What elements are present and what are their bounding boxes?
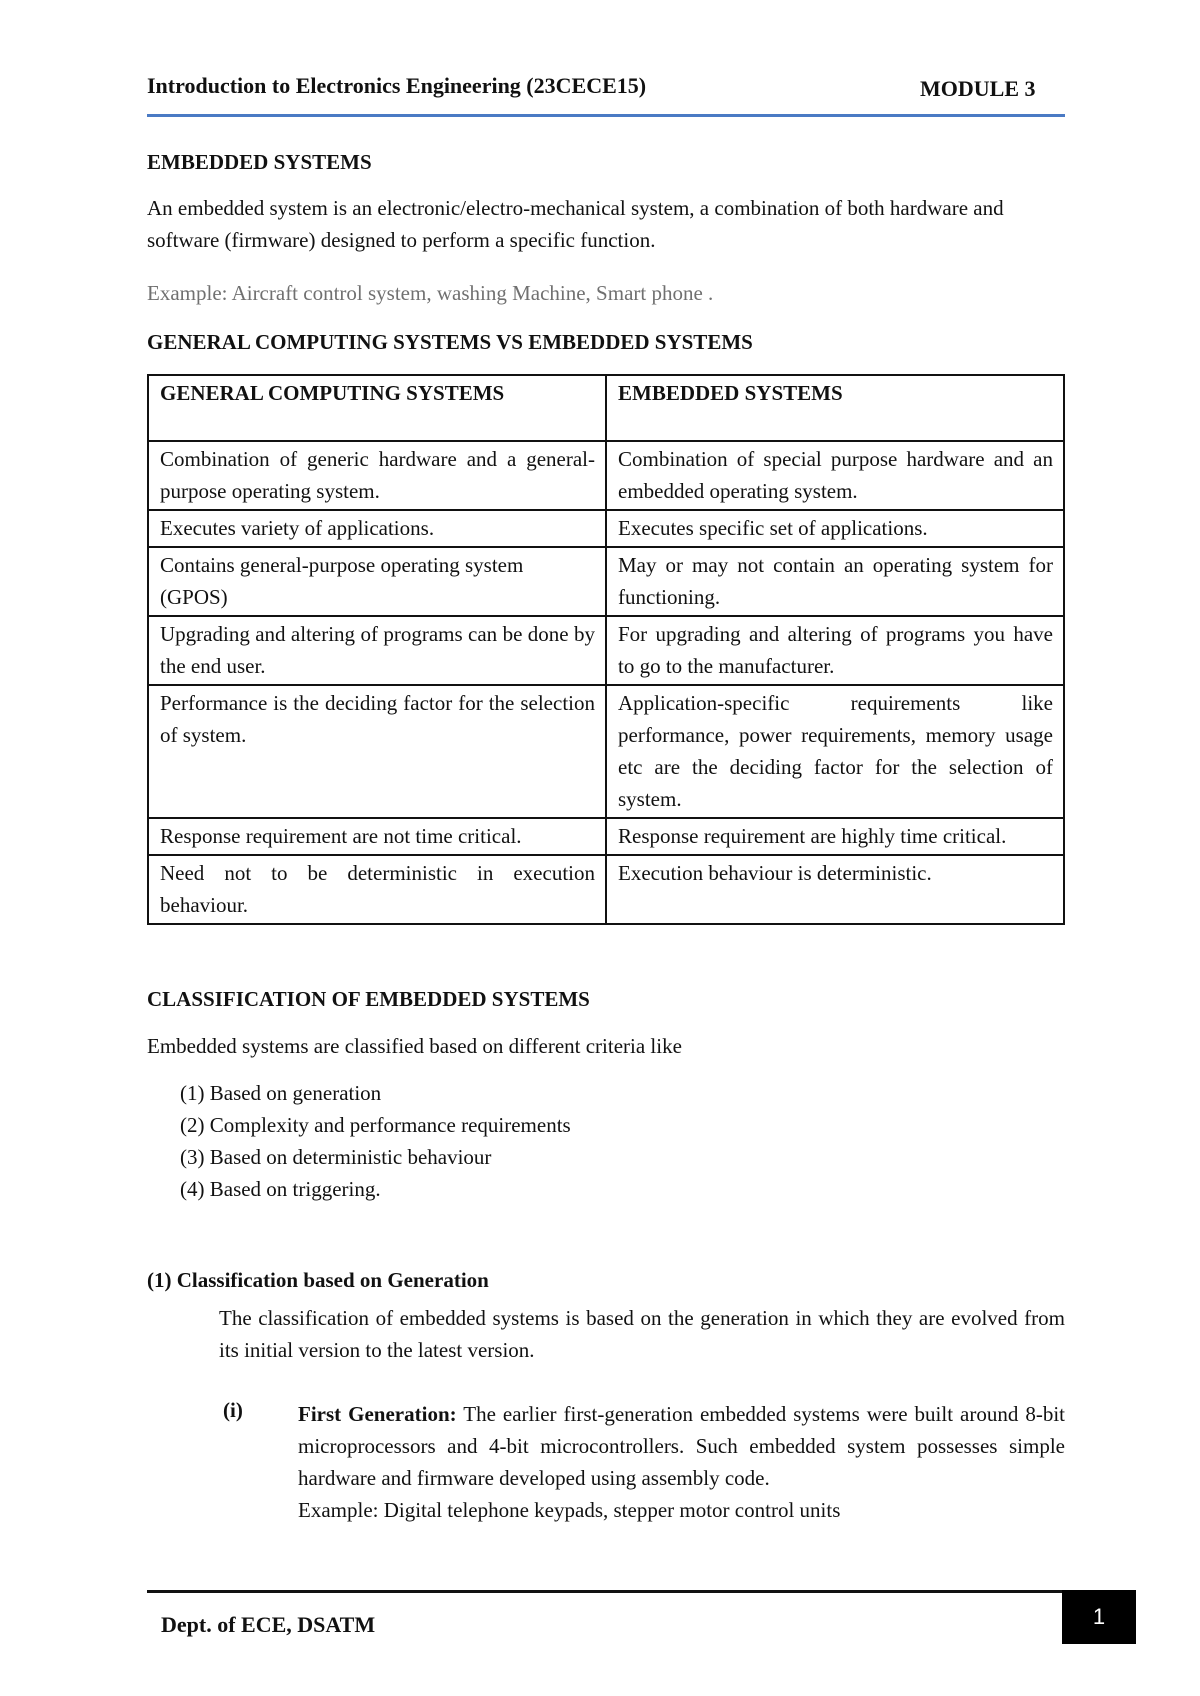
list-item: (4) Based on triggering. bbox=[180, 1177, 381, 1201]
table-cell: Response requirement are highly time critical. bbox=[606, 818, 1064, 855]
table-row bbox=[148, 510, 1064, 547]
section-heading-embedded-systems: EMBEDDED SYSTEMS bbox=[147, 150, 372, 174]
comparison-table bbox=[147, 374, 1065, 925]
table-cell: Combination of special purpose hardware and an embedded operating system. bbox=[606, 441, 1064, 510]
table-cell: Executes specific set of applications. bbox=[606, 510, 1064, 547]
table-cell: Contains general-purpose operating system (GPOS) bbox=[148, 547, 606, 616]
table-cell: Combination of generic hardware and a general-purpose operating system. bbox=[148, 441, 606, 510]
first-generation-text: The earlier first-generation embedded systems were built around 8-bit microprocessors and 4-bit microcontrollers. Such embedded system possesses simple hardware and firmware developed using assembly code. bbox=[298, 1402, 1065, 1490]
footer-divider bbox=[147, 1590, 1065, 1593]
table-cell: Performance is the deciding factor for the selection of system. bbox=[148, 685, 606, 818]
table-row bbox=[148, 855, 1064, 924]
column-header-general: GENERAL COMPUTING SYSTEMS bbox=[148, 375, 606, 441]
table-header-row bbox=[148, 375, 1064, 441]
column-header-embedded: EMBEDDED SYSTEMS bbox=[606, 375, 1064, 441]
table-row bbox=[148, 441, 1064, 510]
first-generation-number: (i) bbox=[223, 1398, 243, 1422]
module-label: MODULE 3 bbox=[920, 76, 1036, 101]
classification-heading: CLASSIFICATION OF EMBEDDED SYSTEMS bbox=[147, 987, 590, 1011]
header-divider bbox=[147, 114, 1065, 117]
table-row bbox=[148, 818, 1064, 855]
table-row bbox=[148, 685, 1064, 818]
table-cell: Execution behaviour is deterministic. bbox=[606, 855, 1064, 924]
table-cell: For upgrading and altering of programs you have to go to the manufacturer. bbox=[606, 616, 1064, 685]
table-cell: Application-specific requirements like performance, power requirements, memory usage etc are the deciding factor for the selection of system. bbox=[606, 685, 1064, 818]
page-number: 1 bbox=[1092, 1604, 1106, 1629]
table-cell: Response requirement are not time critical. bbox=[148, 818, 606, 855]
table-cell: Need not to be deterministic in execution behaviour. bbox=[148, 855, 606, 924]
list-item: (1) Based on generation bbox=[180, 1081, 382, 1105]
subsection-heading-generation: (1) Classification based on Generation bbox=[147, 1268, 489, 1292]
first-generation-title: First Generation: bbox=[298, 1402, 457, 1426]
footer-department: Dept. of ECE, DSATM bbox=[161, 1612, 376, 1637]
first-generation-example: Example: Digital telephone keypads, stepper motor control units bbox=[298, 1498, 841, 1522]
comparison-heading: GENERAL COMPUTING SYSTEMS VS EMBEDDED SYSTEMS bbox=[147, 330, 753, 354]
table-cell: May or may not contain an operating system for functioning. bbox=[606, 547, 1064, 616]
list-item: (2) Complexity and performance requirements bbox=[180, 1113, 571, 1137]
generation-paragraph: The classification of embedded systems is based on the generation in which they are evolved from its initial version to the latest version. bbox=[219, 1306, 1065, 1362]
first-generation-paragraph bbox=[298, 1398, 1065, 1526]
classification-intro: Embedded systems are classified based on different criteria like bbox=[147, 1034, 682, 1058]
table-cell: Executes variety of applications. bbox=[148, 510, 606, 547]
definition-paragraph: An embedded system is an electronic/electro-mechanical system, a combination of both hardware and software (firmware) designed to perform a specific function. bbox=[147, 196, 1004, 252]
header-title: Introduction to Electronics Engineering (23CECE15) bbox=[147, 73, 647, 98]
list-item: (3) Based on deterministic behaviour bbox=[180, 1145, 492, 1169]
example-text: Example: Aircraft control system, washing Machine, Smart phone . bbox=[147, 281, 714, 305]
page-number-badge bbox=[1062, 1590, 1136, 1644]
table-row bbox=[148, 547, 1064, 616]
table-row bbox=[148, 616, 1064, 685]
table-cell: Upgrading and altering of programs can be done by the end user. bbox=[148, 616, 606, 685]
